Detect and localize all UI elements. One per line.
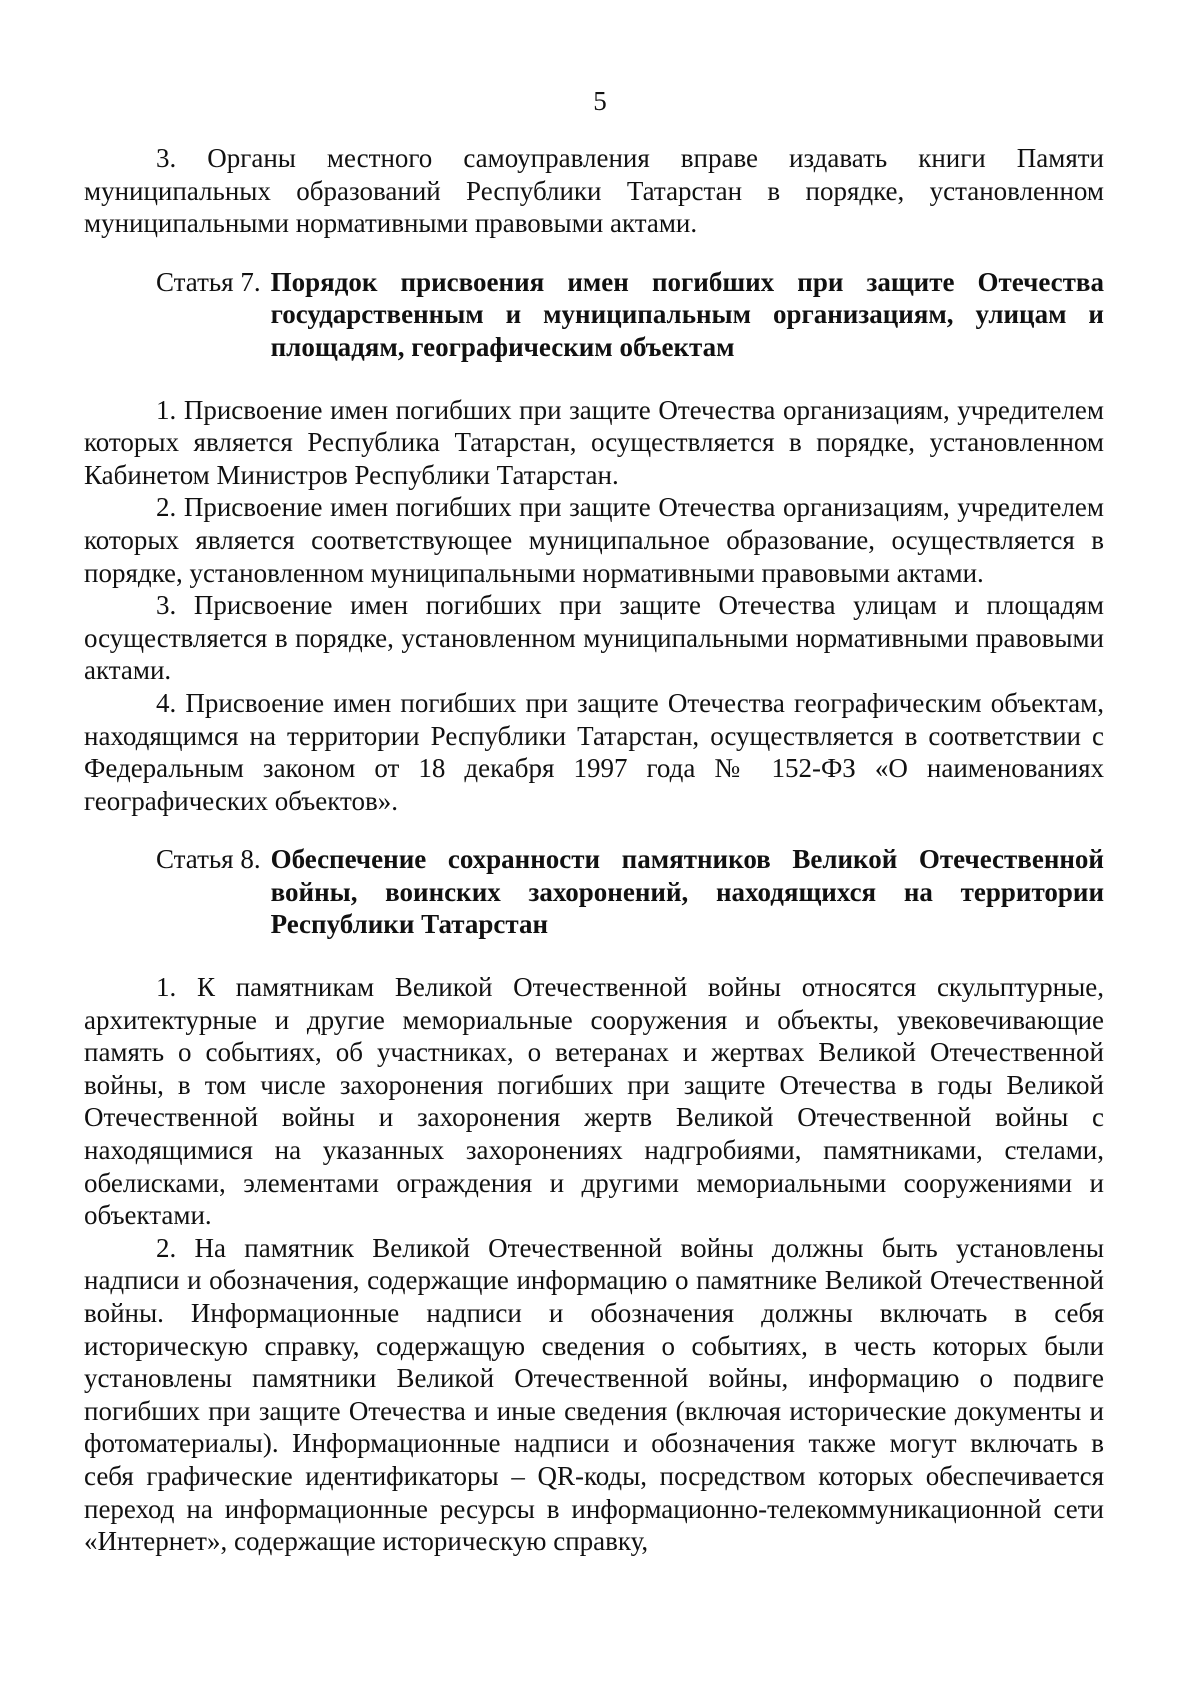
document-body bbox=[84, 142, 1104, 1558]
spacer bbox=[84, 941, 1104, 971]
paragraph-8-1: 1. К памятникам Великой Отечественной войны относятся скульптурные, архитектурные и другие мемориальные сооружения и объекты, увековечивающие память о событиях, об участниках, о ветеранах и жертвах Великой Отечественной войны, в том числе захоронения погибших при защите Отечества в годы Великой Отечественной войны и захоронения жертв Великой Отечественной войны с находящимися на указанных захоронениях надгробиями, памятниками, стелами, обелисками, элементами ограждения и другими мемориальными сооружениями и объектами. bbox=[84, 972, 1104, 1231]
article-title: Порядок присвоения имен погибших при защите Отечества государственным и муниципальным организациям, улицам и площадям, географическим объектам bbox=[270, 266, 1104, 362]
paragraph-7-1: 1. Присвоение имен погибших при защите Отечества организациям, учредителем которых является Республика Татарстан, осуществляется в порядке, установленном Кабинетом Министров Республики Татарстан. bbox=[84, 394, 1104, 490]
article-8-heading bbox=[84, 843, 1104, 941]
spacer bbox=[84, 817, 1104, 843]
paragraph-6-3: 3. Органы местного самоуправления вправе издавать книги Памяти муниципальных образований Республики Татарстан в порядке, установленном муниципальными нормативными правовыми актами. bbox=[84, 143, 1104, 239]
article-7-heading bbox=[84, 266, 1104, 364]
paragraph-7-4: 4. Присвоение имен погибших при защите Отечества географическим объектам, находящимся на территории Республики Татарстан, осуществляется в соответствии с Федеральным законом от 18 декабря 1997 года № 152-ФЗ «О наименованиях географических объектов». bbox=[84, 687, 1104, 816]
paragraph-8-2: 2. На памятник Великой Отечественной войны должны быть установлены надписи и обозначения, содержащие информацию о памятнике Великой Отечественной войны. Информационные надписи и обозначения должны включать в себя историческую справку, содержащую сведения о событиях, в честь которых были установлены памятники Великой Отечественной войны, информацию о подвиге погибших при защите Отечества и иные сведения (включая исторические документы и фотоматериалы). Информационные надписи и обозначения также могут включать в себя графические идентификаторы – QR-коды, посредством которых обеспечивается переход на информационные ресурсы в информационно-телекоммуникационной сети «Интернет», содержащие историческую справку, bbox=[84, 1232, 1104, 1557]
article-label: Статья 7. bbox=[156, 266, 261, 297]
page-number: 5 bbox=[593, 86, 607, 116]
article-title: Обеспечение сохранности памятников Великой Отечественной войны, воинских захоронений, находящихся на территории Республики Татарстан bbox=[270, 844, 1104, 940]
paragraph-7-3: 3. Присвоение имен погибших при защите Отечества улицам и площадям осуществляется в порядке, установленном муниципальными нормативными правовыми актами. bbox=[84, 590, 1104, 686]
article-label: Статья 8. bbox=[156, 844, 261, 875]
spacer bbox=[84, 240, 1104, 266]
spacer bbox=[84, 364, 1104, 394]
paragraph-7-2: 2. Присвоение имен погибших при защите Отечества организациям, учредителем которых является соответствующее муниципальное образование, осуществляется в порядке, установленном муниципальными нормативными правовыми актами. bbox=[84, 492, 1104, 588]
